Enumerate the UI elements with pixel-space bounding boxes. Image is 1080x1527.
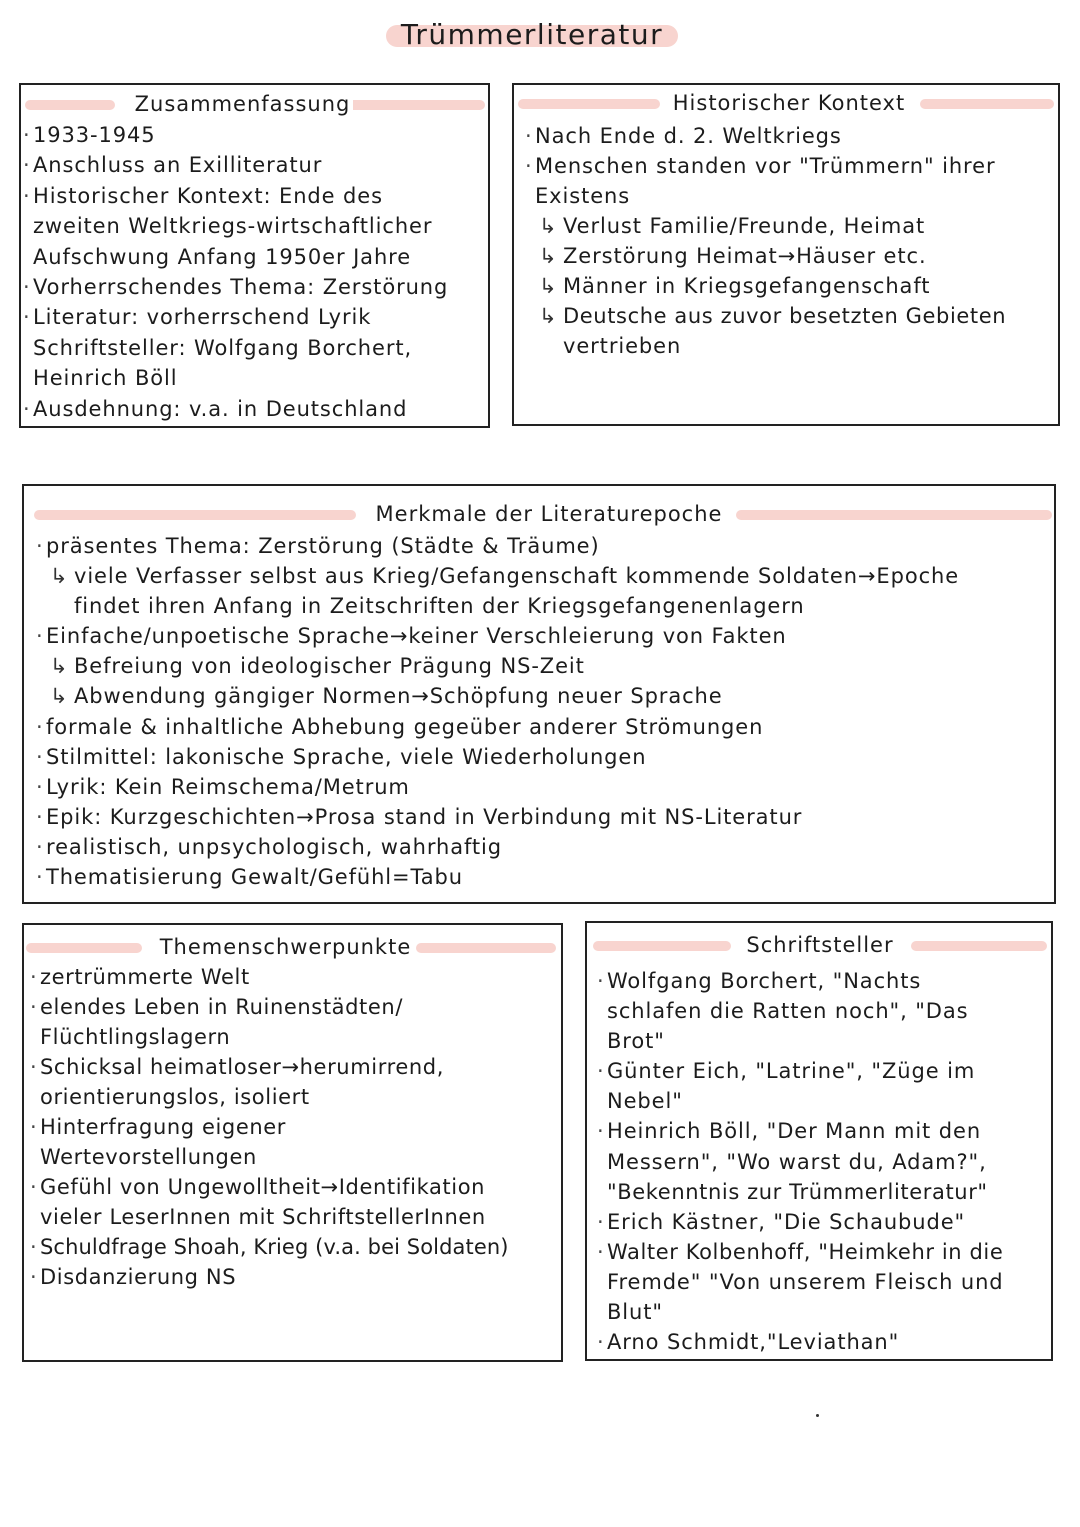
features-heading-text: Merkmale der Literaturepoche bbox=[373, 502, 726, 526]
list-item: "Bekenntnis zur Trümmerliteratur" bbox=[607, 1179, 988, 1204]
turn-arrow-icon: ↳ bbox=[539, 244, 558, 268]
list-item: Flüchtlingslagern bbox=[40, 1025, 231, 1049]
list-item: Blut" bbox=[607, 1300, 663, 1325]
historical-context-heading-text: Historischer Kontext bbox=[670, 91, 908, 115]
list-item: Existens bbox=[535, 184, 631, 208]
list-item: · Erich Kästner, "Die Schaubude" bbox=[597, 1209, 966, 1234]
list-item: ↳ Abwendung gängiger Normen→Schöpfung neuer Sprache bbox=[46, 681, 959, 711]
list-item: · Historischer Kontext: Ende des bbox=[23, 183, 383, 208]
list-item: ↳ Befreiung von ideologischer Prägung NS-Zeit bbox=[46, 651, 959, 681]
list-item: · Günter Eich, "Latrine", "Züge im bbox=[597, 1059, 976, 1084]
turn-arrow-icon: ↳ bbox=[539, 214, 558, 238]
list-item: · Disdanzierung NS bbox=[30, 1265, 237, 1289]
list-item: Brot" bbox=[607, 1029, 665, 1054]
list-item: · zertrümmerte Welt bbox=[30, 965, 250, 989]
list-item: ↳ Zerstörung Heimat→Häuser etc. bbox=[535, 241, 1006, 271]
list-item: vertrieben bbox=[563, 334, 682, 358]
list-item: · Gefühl von Ungewolltheit→Identifikation bbox=[30, 1175, 486, 1199]
list-item: · Schicksal heimatloser→herumirrend, bbox=[30, 1055, 444, 1079]
list-item: orientierungslos, isoliert bbox=[40, 1085, 310, 1109]
list-item: · Arno Schmidt,"Leviathan" bbox=[597, 1330, 900, 1355]
historical-context-heading bbox=[514, 91, 1058, 115]
features-heading bbox=[24, 502, 1054, 526]
page-title-wrap bbox=[386, 18, 678, 52]
list-item: ↳ Verlust Familie/Freunde, Heimat bbox=[535, 211, 1006, 241]
focus-topics-box bbox=[22, 923, 563, 1362]
list-item: · Stilmittel: lakonische Sprache, viele Wiederholungen bbox=[36, 744, 647, 769]
historical-context-list bbox=[525, 121, 1007, 361]
list-item: zweiten Weltkriegs-wirtschaftlicher bbox=[33, 214, 433, 239]
turn-arrow-icon: ↳ bbox=[539, 274, 558, 298]
list-item: ↳ Deutsche aus zuvor besetzten Gebieten bbox=[535, 301, 1006, 331]
focus-topics-list bbox=[30, 962, 509, 1292]
summary-heading bbox=[21, 92, 488, 116]
list-item: Schriftsteller: Wolfgang Borchert, bbox=[33, 335, 413, 360]
authors-heading bbox=[587, 933, 1051, 957]
list-item: · Walter Kolbenhoff, "Heimkehr in die bbox=[597, 1239, 1004, 1264]
list-item: Wertevorstellungen bbox=[40, 1145, 257, 1169]
page-title: Trümmerliteratur bbox=[400, 18, 664, 51]
features-list bbox=[36, 531, 960, 892]
list-item: Heinrich Böll bbox=[33, 366, 178, 391]
list-item: · 1933-1945 bbox=[23, 123, 156, 147]
list-item: Messern", "Wo warst du, Adam?", bbox=[607, 1149, 987, 1174]
list-item: · realistisch, unpsychologisch, wahrhaftig bbox=[36, 834, 503, 859]
list-item: · Schuldfrage Shoah, Krieg (v.a. bei Soldaten) bbox=[30, 1235, 509, 1259]
focus-topics-heading-text: Themenschwerpunkte bbox=[157, 935, 415, 959]
list-item: ↳ Männer in Kriegsgefangenschaft bbox=[535, 271, 1006, 301]
list-item: · Literatur: vorherrschend Lyrik bbox=[23, 305, 372, 330]
turn-arrow-icon: ↳ bbox=[539, 304, 558, 328]
focus-topics-heading bbox=[24, 935, 561, 959]
authors-heading-text: Schriftsteller bbox=[743, 933, 896, 957]
list-item: findet ihren Anfang in Zeitschriften der Kriegsgefangenenlagern bbox=[74, 594, 805, 619]
list-item: Aufschwung Anfang 1950er Jahre bbox=[33, 244, 412, 269]
turn-arrow-icon: ↳ bbox=[50, 564, 69, 589]
authors-list bbox=[597, 966, 1004, 1357]
stray-dot bbox=[816, 1414, 819, 1417]
list-item: · Vorherrschendes Thema: Zerstörung bbox=[23, 275, 449, 300]
authors-box bbox=[585, 921, 1053, 1361]
list-item: · Ausdehnung: v.a. in Deutschland bbox=[23, 396, 408, 421]
list-item: Fremde" "Von unserem Fleisch und bbox=[607, 1269, 1004, 1294]
list-item: · Epik: Kurzgeschichten→Prosa stand in Verbindung mit NS-Literatur bbox=[36, 804, 803, 829]
summary-box bbox=[19, 83, 490, 428]
features-box bbox=[22, 484, 1056, 904]
list-item: · Hinterfragung eigener bbox=[30, 1115, 287, 1139]
list-item: · präsentes Thema: Zerstörung (Städte & Träume) bbox=[36, 534, 600, 558]
list-item: · formale & inhaltliche Abhebung gegeüber anderer Strömungen bbox=[36, 714, 764, 739]
list-item: · Heinrich Böll, "Der Mann mit den bbox=[597, 1119, 982, 1144]
list-item: · Einfache/unpoetische Sprache→keiner Verschleierung von Fakten bbox=[36, 624, 787, 649]
list-item: · Menschen standen vor "Trümmern" ihrer bbox=[525, 154, 996, 178]
list-item: · Nach Ende d. 2. Weltkriegs bbox=[525, 124, 842, 148]
list-item: · Lyrik: Kein Reimschema/Metrum bbox=[36, 774, 410, 799]
list-item: Nebel" bbox=[607, 1089, 683, 1114]
turn-arrow-icon: ↳ bbox=[50, 684, 69, 709]
list-item: · elendes Leben in Ruinenstädten/ bbox=[30, 995, 403, 1019]
summary-list bbox=[23, 120, 449, 424]
turn-arrow-icon: ↳ bbox=[50, 654, 69, 679]
historical-context-box bbox=[512, 83, 1060, 426]
list-item: schlafen die Ratten noch", "Das bbox=[607, 999, 969, 1024]
list-item: · Anschluss an Exilliteratur bbox=[23, 153, 323, 178]
list-item: · Wolfgang Borchert, "Nachts bbox=[597, 969, 922, 993]
summary-heading-text: Zusammenfassung bbox=[132, 92, 354, 116]
list-item: vieler LeserInnen mit SchriftstellerInnen bbox=[40, 1205, 486, 1229]
list-item: · Thematisierung Gewalt/Gefühl=Tabu bbox=[36, 865, 463, 890]
list-item: ↳ viele Verfasser selbst aus Krieg/Gefangenschaft kommende Soldaten→Epoche bbox=[46, 561, 959, 591]
